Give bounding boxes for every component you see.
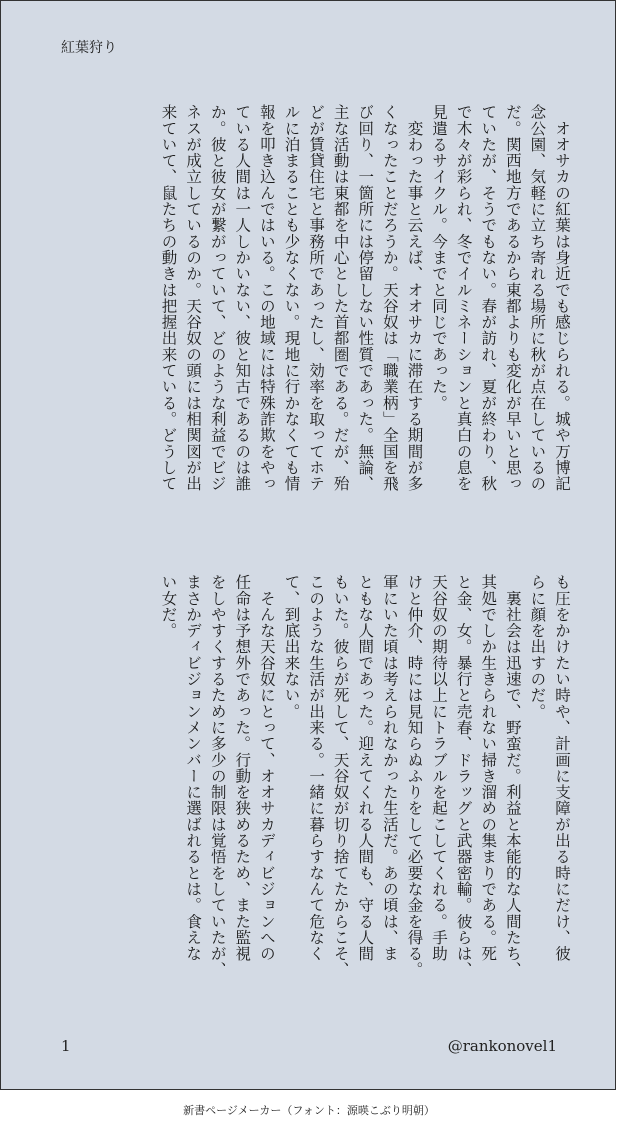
- footer-credit: 新書ページメーカー（フォント：源暎こぶり明朝）: [183, 1104, 435, 1117]
- author-handle: @rankonovel1: [447, 1037, 557, 1055]
- lower-text-block: も圧をかけたい時や、計画に支障が出る時にだけ、彼 らに顔を出すのだ。 裏社会は迅速で、野蛮だ。利益と本能的な人間たち、 其処でしか生きられない掃き溜めの集まりである。死 と金、女。暴行と売春、ドラッグと武器密輸。彼らは、 天谷奴の期待以上にトラブルを起こしてくれる。手助 けと仲介、時には見知らぬふりをして必要な金を得る。 軍にいた頃は考えられなかった生活だ。あの頃は、ま ともな人間であった。迎えてくれる人間も、守る人間 もいた。彼らが死して、天谷奴が切り捨てたからこそ、 このような生活が出来る。一緒に暮らすなんて危なく て、到底出来ない。 そんな天谷奴にとって、オオサカディビジョンへの 任命は予想外であった。行動を狭めるため、また監視 をしやすくするために多少の制限は覚悟をしていたが、 まさかディビジョンメンバーに選ばれるとは。食えな い女だ。: [159, 574, 571, 978]
- chapter-title: 紅葉狩り: [61, 40, 117, 56]
- page-number: 1: [61, 1037, 71, 1055]
- upper-text-block: オオサカの紅葉は身近でも感じられる。城や万博記 念公園、気軽に立ち寄れる場所に秋が点在しているの だ。関西地方であるから東都よりも変化が早いと思っ ていたが、そうでもない。春が訪れ、夏が終わり、秋 で木々が彩られ、冬でイルミネーションと真白の息を 見遣るサイクル。今までと同じであった。 変わった事と云えば、オオサカに滞在する期間が多 くなったことだろうか。天谷奴は「職業柄」全国を飛 び回り、一箇所には停留しない性質であった。無論、 主な活動は東都を中心とした首都圏である。だが、殆 どが賃貸住宅と事務所であったし、効率を取ってホテ ルに泊まることも少なくない。現地に行かなくても情 報を叩き込んではいる。この地域には特殊詐欺をやっ ている人間は一人しかいない、彼と知古であるのは誰 か。彼と彼女が繋がっていて、どのような利益でビジ ネスが成立しているのか。天谷奴の頭には相関図が出 来ていて、鼠たちの動きは把握出来ている。どうして: [159, 104, 571, 492]
